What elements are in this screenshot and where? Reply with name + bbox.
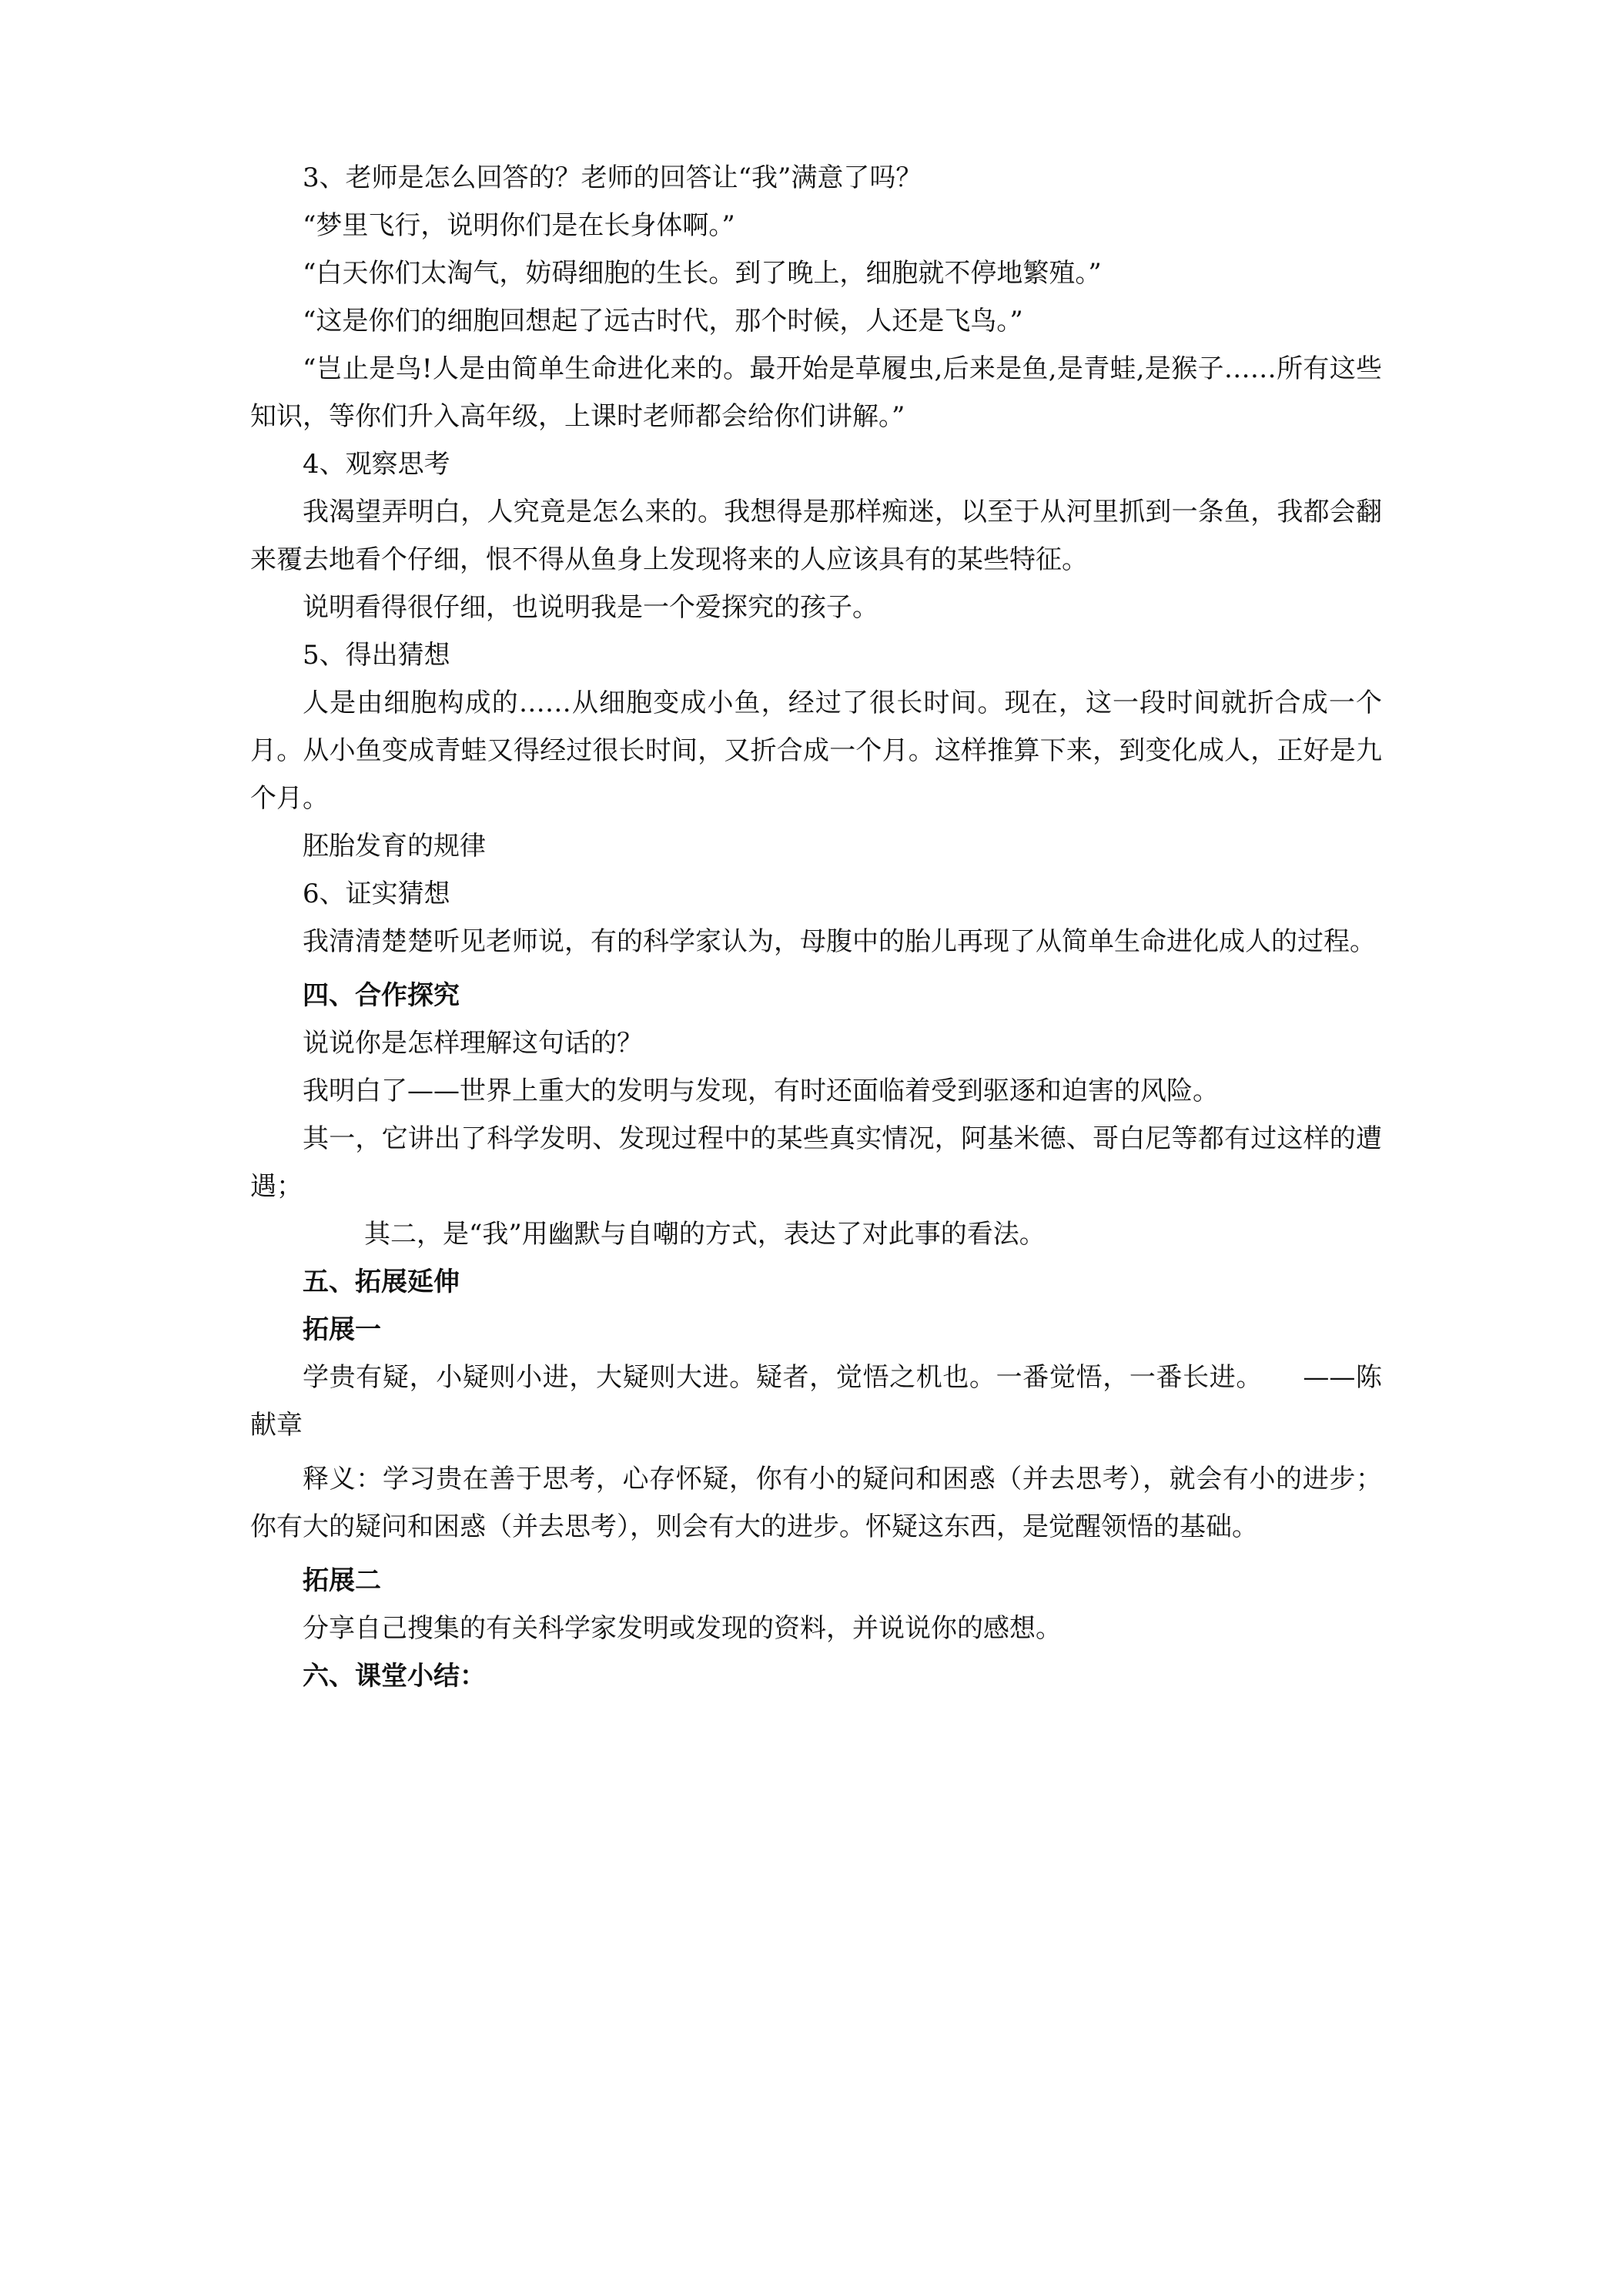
- paragraph-quote-1: “梦里飞行，说明你们是在长身体啊。”: [303, 210, 735, 241]
- paragraph-explanation: 释义：学习贵在善于思考，心存怀疑，你有小的疑问和困惑（并去思考），就会有小的进步；你有大的疑问和困惑（并去思考），则会有大的进步。怀疑这东西，是觉醒领悟的基础。: [250, 1464, 1382, 1542]
- paragraph-quote-3: “这是你们的细胞回想起了远古时代，那个时候，人还是飞鸟。”: [303, 306, 1023, 336]
- paragraph-question-3: 3、老师是怎么回答的？老师的回答让“我”满意了吗？: [303, 162, 922, 193]
- paragraph-observe-note: 说明看得很仔细，也说明我是一个爱探究的孩子。: [303, 592, 878, 623]
- paragraph-discuss-question: 说说你是怎样理解这句话的？: [303, 1028, 643, 1059]
- paragraph-quote-2: “白天你们太淘气，妨碍细胞的生长。到了晚上，细胞就不停地繁殖。”: [303, 258, 1102, 289]
- subheading-extension-1: 拓展一: [303, 1314, 381, 1345]
- section-heading-5: 五、拓展延伸: [303, 1267, 460, 1297]
- paragraph-guess-note: 胚胎发育的规律: [303, 831, 486, 862]
- document-page: [250, 154, 1382, 1700]
- paragraph-point-2: 其二，是“我”用幽默与自嘲的方式，表达了对此事的看法。: [364, 1219, 1046, 1250]
- paragraph-quote-4: “岂止是鸟!人是由简单生命进化来的。最开始是草履虫,后来是鱼,是青蛙,是猴子……所有这些知识，等你们升入高年级，上课时老师都会给你们讲解。”: [250, 353, 1382, 432]
- paragraph-share: 分享自己搜集的有关科学家发明或发现的资料，并说说你的感想。: [303, 1613, 1062, 1644]
- paragraph-quotation: 学贵有疑，小疑则小进，大疑则大进。疑者，觉悟之机也。一番觉悟，一番长进。 ——陈献章: [250, 1362, 1382, 1441]
- paragraph-discuss-answer: 我明白了——世界上重大的发明与发现，有时还面临着受到驱逐和迫害的风险。: [303, 1076, 1219, 1106]
- paragraph-observe: 我渴望弄明白，人究竟是怎么来的。我想得是那样痴迷，以至于从河里抓到一条鱼，我都会翻来覆去地看个仔细，恨不得从鱼身上发现将来的人应该具有的某些特征。: [250, 497, 1382, 575]
- paragraph-step-4: 4、观察思考: [303, 449, 450, 480]
- section-heading-4: 四、合作探究: [303, 980, 460, 1011]
- paragraph-guess: 人是由细胞构成的……从细胞变成小鱼，经过了很长时间。现在，这一段时间就折合成一个月。从小鱼变成青蛙又得经过很长时间，又折合成一个月。这样推算下来，到变化成人，正好是九个月。: [250, 688, 1382, 814]
- subheading-extension-2: 拓展二: [303, 1565, 381, 1596]
- section-heading-6: 六、课堂小结：: [303, 1661, 486, 1692]
- paragraph-step-5: 5、得出猜想: [303, 640, 450, 671]
- paragraph-confirm: 我清清楚楚听见老师说，有的科学家认为，母腹中的胎儿再现了从简单生命进化成人的过程。: [303, 926, 1376, 957]
- paragraph-step-6: 6、证实猜想: [303, 879, 450, 909]
- paragraph-point-1: 其一，它讲出了科学发明、发现过程中的某些真实情况，阿基米德、哥白尼等都有过这样的遭遇；: [250, 1123, 1382, 1202]
